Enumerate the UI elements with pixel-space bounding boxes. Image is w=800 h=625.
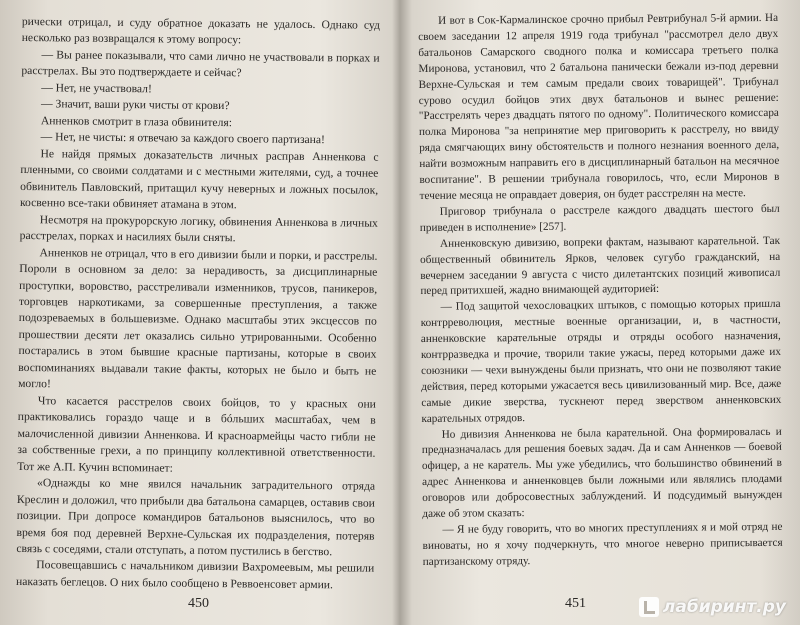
paragraph: Анненков не отрицал, что в его дивизии были и порки, и расстрелы. Пороли в основном за дело: за нерадивость, за дисциплинарные проступки, воровство, расстреливали изменников, трусов, паникеров, торговцев наркотиками, за совершенные преступления, а также подозреваемых в большевизме. Однако масштабы этих эксцессов по прошествии десяти лет оказались сильно утрированными. Особенно постарались в этом бывшие красные партизаны, которые в своих воспоминаниях выдавали такие факты, которых не было и быть не могло! [18, 245, 378, 391]
paragraph: — Нет, не участвовал! [41, 81, 152, 96]
watermark-text: лабиринт.ру [662, 597, 786, 617]
paragraph: — Я не буду говорить, что во многих преступлениях я и мой отряд не виноваты, но я хочу подчеркнуть, что многое неверно приписывается партизанскому отряду. [422, 520, 783, 568]
page-number-left: 450 [188, 596, 209, 611]
paragraph: Посовещавшись с начальником дивизии Вахромеевым, мы решили наказать беглецов. О них было сообщено в Реввоенсовет армии. [15, 558, 375, 592]
right-page [418, 11, 783, 571]
paragraph: Не найдя прямых доказательств личных расправ Анненкова с пленными, со своими солдатами и с местными жителями, суд, а точнее обвинитель Павловский, притащил кучу неверных и ложных посылок, косвенно все-таки обвиняет атамана в этом. [19, 146, 379, 212]
labirint-logo-icon [639, 597, 659, 617]
page-number-right: 451 [565, 596, 586, 611]
paragraph: Приговор трибунала о расстреле каждого двадцать шестого был приведен в исполнение» [257]. [419, 202, 780, 234]
paragraph: рически отрицал, и суду обратное доказать не удалось. Однако суд несколько раз возвращался к этому вопросу: [21, 14, 380, 47]
paragraph: Но дивизия Анненкова не была карательной. Она формировалась и предназначалась для решения боевых задач. Да и сам Анненков — боевой офицер, а не каратель. Мы уже убедились, что большинство обвинений в адрес Анненкова и анненковцев были ложными или являлись плодами оговоров или добросовестных заблуждений. И подсудимый вынужден даже об этом сказать: [421, 425, 783, 521]
left-page [16, 14, 380, 594]
watermark [639, 597, 786, 617]
paragraph: Что касается расстрелов своих бойцов, то у красных они практиковались гораздо чаще и в бóльших масштабах, чем в малочисленной дивизии Анненкова. И красноармейцы часто гибли не за собственные грехи, а по принципу коллективной ответственности. Тот же А.П. Кучин вспоминает: [17, 393, 377, 475]
paragraph: Несмотря на прокурорскую логику, обвинения Анненкова в личных расстрелах, порках и насилиях были сняты. [19, 212, 378, 245]
paragraph: Анненков смотрит в глаза обвинителя: [40, 114, 233, 130]
paragraph: Анненковскую дивизию, вопреки фактам, называют карательной. Так общественный обвинитель Ярков, человек сугубо гражданский, на вечернем заседании 9 августа с чисто дилетантских позиций живописал перед притихшей, жадно внимающей аудиторией: [420, 234, 781, 298]
paragraph: И вот в Сок-Кармалинское срочно прибыл Ревтрибунал 5-й армии. На своем заседании 12 апреля 1919 года трибунал "рассмотрел дело двух батальонов Самарского сводного полка и комиссара третьего полка Миронова, установил, что 2 батальона панически бежали из-под деревни Верхне-Сульская и тем самым предали своих товарищей". Трибунал сурово осудил бойцов этих двух батальонов и вынес решение: "Расстрелять через двадцать пятого по одному". Политического комиссара полка Миронова "за непринятие мер приговорить к расстрелу, но ввиду ряда смягчающих вину обстоятельств и полного незнания военного дела, найти возможным направить его в дисциплинарный батальон на месячное воспитание". В решении трибунала говорилось, что, если Миронов в течение месяца не оправдает доверия, он будет расстрелян на месте. [418, 11, 780, 202]
paragraph: — Значит, ваши руки чисты от крови? [40, 97, 230, 113]
paragraph: — Нет, не чисты: я отвечаю за каждого своего партизана! [40, 130, 326, 147]
paragraph: — Вы ранее показывали, что сами лично не участвовали в порках и расстрелах. Вы это подтверждаете и сейчас? [21, 48, 380, 80]
paragraph: — Под защитой чехословацких штыков, с помощью которых пришла контрреволюция, местные военные организации, и, в частности, анненковские карательные отряды и отряды особого назначения, контрразведка и прочие, творили такие ужасы, перед которыми даже их союзники — чехи вынуждены были признать, что они не позволяют такие действия, перед которыми ужасается весь цивилизованный мир. Все, даже самые дикие зверства, тускнеют перед зверством анненковских карательных отрядов. [420, 298, 782, 425]
paragraph: «Однажды ко мне явился начальник заградительного отряда Креслин и доложил, что прибыли два батальона самарцев, оставив свои позиции. При допросе командиров батальонов выяснилось, что во время боя под деревней Верхне-Сульская их подразделения, потеряв связь с соседями, стали отступать, а потом пустились в бегство. [16, 476, 376, 559]
